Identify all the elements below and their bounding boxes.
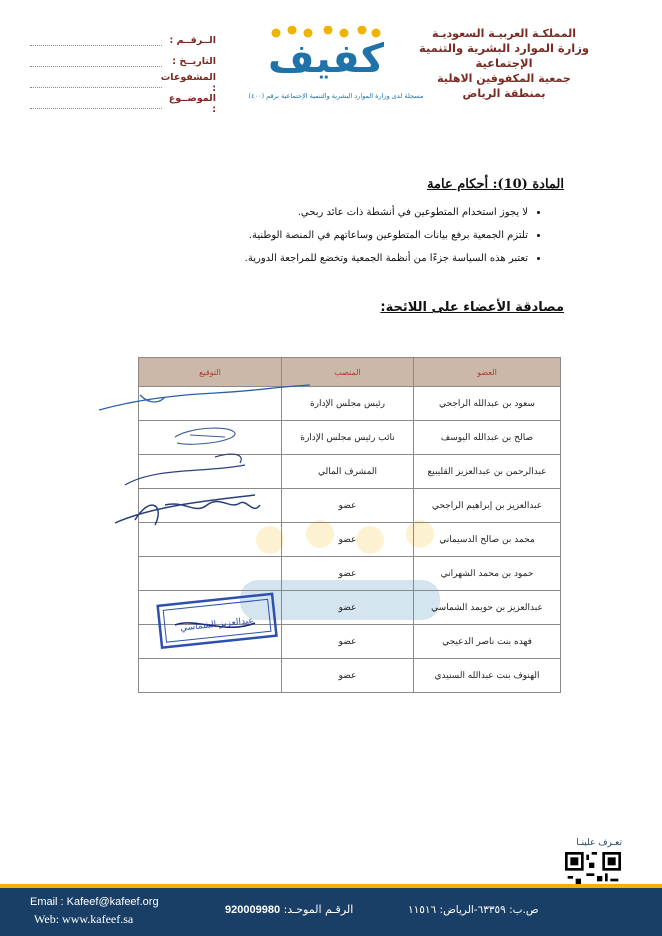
member-position: نائب رئيس مجلس الإدارة <box>282 421 414 455</box>
table-row <box>139 625 561 659</box>
member-position: عضو <box>282 523 414 557</box>
logo-wordmark: كفيف <box>267 36 384 82</box>
kafeef-logo <box>236 24 436 106</box>
signature-cell <box>139 659 282 693</box>
signature-cell <box>139 591 282 625</box>
member-name: محمد بن صالح الدسيماني <box>414 523 561 557</box>
table-row <box>139 659 561 693</box>
footer-unified-number <box>225 903 353 916</box>
approval-title: مصادقة الأعضاء على اللائحة: <box>380 300 564 315</box>
list-item: • لا يجوز استخدام المتطوعين في أنشطة ذات عائد ربحي. <box>108 204 528 227</box>
signature-cell <box>139 455 282 489</box>
meta-attachments: المشفوعات : <box>30 72 216 93</box>
member-position: رئيس مجلس الإدارة <box>282 387 414 421</box>
unified-number-value: 920009980 <box>225 904 281 916</box>
member-position: عضو <box>282 489 414 523</box>
signature-cell <box>139 523 282 557</box>
region-name: بمنطقة الرياض <box>462 87 546 100</box>
document-meta <box>30 30 216 114</box>
table-row <box>139 455 561 489</box>
column-header-member: العضو <box>414 358 561 387</box>
list-item: • تلتزم الجمعية برفع بيانات المتطوعين وساعاتهم في المنصة الوطنية. <box>108 227 528 250</box>
meta-subject: الموضــوع : <box>30 93 216 114</box>
footer-stripe <box>0 884 662 888</box>
signatures-table <box>138 357 561 693</box>
signature-cell <box>139 625 282 659</box>
unified-number-label: الرقـم الموحـد: <box>283 903 354 916</box>
member-name: عبدالعزيز بن حويمد الشماسي <box>414 591 561 625</box>
article-title: المادة (10): أحكام عامة <box>427 177 564 192</box>
signature-cell <box>139 489 282 523</box>
meta-number: الــرقــم : <box>30 30 216 51</box>
member-name: حمود بن محمد الشهراني <box>414 557 561 591</box>
footer-website[interactable]: Web: www.kafeef.sa <box>34 912 134 926</box>
member-name: عبدالرحمن بن عبدالعزيز القليبيع <box>414 455 561 489</box>
association-name: جمعية المكفوفين الاهلية <box>437 72 571 85</box>
member-position: عضو <box>282 591 414 625</box>
member-position: عضو <box>282 659 414 693</box>
table-row <box>139 489 561 523</box>
qr-label: تعـرف علينـا <box>576 838 622 848</box>
kingdom-name: المملكـة العربيـة السعوديـة <box>431 27 577 40</box>
svg-text:عبدالعزيز الشماسي: عبدالعزيز الشماسي <box>179 615 255 634</box>
table-row <box>139 387 561 421</box>
member-name: عبدالعزيز بن إبراهيم الراجحي <box>414 489 561 523</box>
column-header-signature: التوقيع <box>139 358 282 387</box>
member-name: سعود بن عبدالله الراجحي <box>414 387 561 421</box>
table-row <box>139 557 561 591</box>
list-item: • تعتبر هذه السياسة جزءًا من أنظمة الجمعية وتخضع للمراجعة الدورية. <box>108 250 528 273</box>
member-position: عضو <box>282 557 414 591</box>
registration-note: مسجلة لدى وزارة الموارد البشرية والتنمية الإجتماعية برقم (٤٠٠) <box>248 92 424 100</box>
table-row <box>139 421 561 455</box>
table-row <box>139 523 561 557</box>
footer-po-box: ص.ب: ٦٣٣٥٩-الرياض: ١١٥١٦ <box>408 904 539 916</box>
table-row <box>139 591 561 625</box>
footer-email[interactable]: Email : Kafeef@kafeef.org <box>30 896 159 908</box>
signature-cell <box>139 557 282 591</box>
signatures-table-wrapper <box>138 357 560 682</box>
member-name: صالح بن عبدالله اليوسف <box>414 421 561 455</box>
column-header-position: المنصب <box>282 358 414 387</box>
table-header-row <box>139 358 561 387</box>
article-bullets <box>108 204 542 273</box>
member-position: عضو <box>282 625 414 659</box>
member-name: فهده بنت ناصر الدعيجي <box>414 625 561 659</box>
signature-cell <box>139 387 282 421</box>
signature-cell <box>139 421 282 455</box>
member-position: المشرف المالي <box>282 455 414 489</box>
member-name: الهنوف بنت عبدالله السنيدي <box>414 659 561 693</box>
ministry-name: وزارة الموارد البشرية والتنمية الإجتماعية <box>418 41 590 70</box>
meta-date: التاريــخ : <box>30 51 216 72</box>
